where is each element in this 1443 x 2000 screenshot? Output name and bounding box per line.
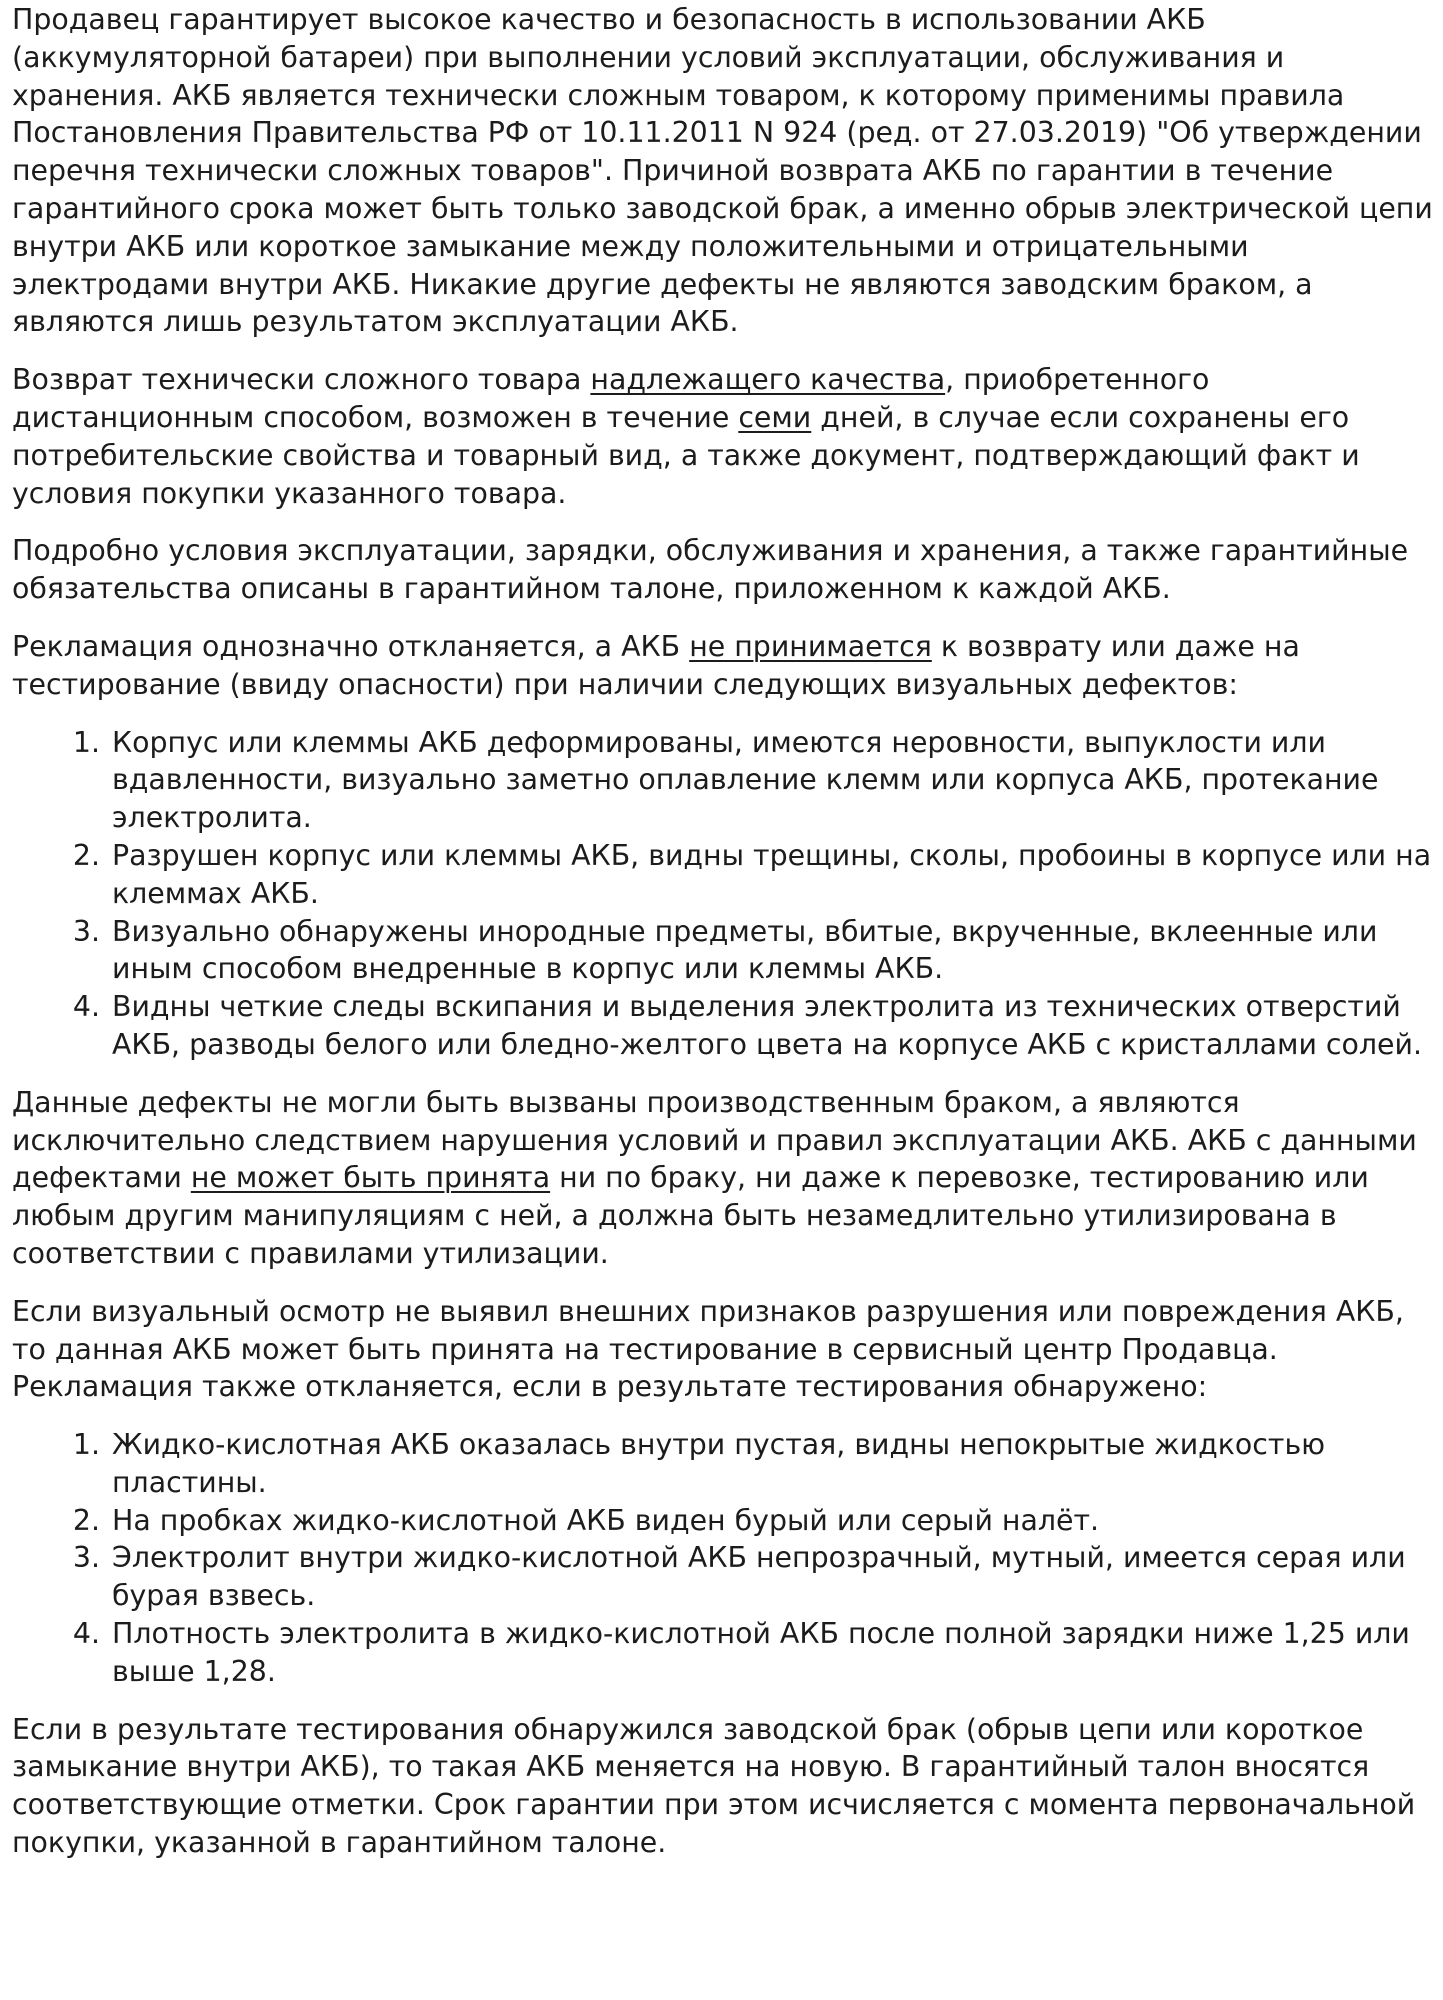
list-item: 2. На пробках жидко-кислотной АКБ виден бурый или серый налёт. (109, 1502, 1437, 1540)
seven-underlined: семи (738, 400, 812, 434)
return-text-a: Возврат технически сложного товара (12, 363, 591, 397)
list-item: 3. Электролит внутри жидко-кислотной АКБ непрозрачный, мутный, имеется серая или бурая взвесь. (109, 1539, 1437, 1615)
list-item: 2. Разрушен корпус или клеммы АКБ, видны трещины, сколы, пробоины в корпусе или на клеммах АКБ. (109, 837, 1437, 913)
return-text-b: , приобретенного дистанционным способом, возможен в течение (12, 363, 1210, 434)
not-accepted-underlined: не принимается (689, 629, 932, 663)
rejection-text-b: к возврату или даже на тестирование (ввиду опасности) при наличии следующих визуальных дефектов: (12, 629, 1300, 701)
warranty-document (12, 1, 1437, 1882)
list-item: 4. Видны четкие следы вскипания и выделения электролита из технических отверстий АКБ, разводы белого или бледно-желтого цвета на корпусе АКБ с кристаллами солей. (109, 988, 1437, 1064)
list-item: 4. Плотность электролита в жидко-кислотной АКБ после полной зарядки ниже 1,25 или выше 1,28. (109, 1615, 1437, 1691)
list-item: 1. Корпус или клеммы АКБ деформированы, имеются неровности, выпуклости или вдавленности, визуально заметно оплавление клемм или корпуса АКБ, протекание электролита. (109, 724, 1437, 837)
defects-consequence-paragraph (12, 1084, 1437, 1273)
consequence-text-a: Данные дефекты не могли быть вызваны производственным браком, а являются исключительно следствием нарушения условий и правил эксплуатации АКБ. АКБ с данными дефектами (12, 1085, 1417, 1195)
return-paragraph (12, 361, 1437, 512)
proper-quality-underlined: надлежащего качества (590, 363, 946, 397)
rejection-text-a: Рекламация однозначно откланяется, а АКБ (12, 629, 690, 663)
return-text-c: дней, в случае если сохранены его потребительские свойства и товарный вид, а также документ, подтверждающий факт и условия покупки указанного товара. (12, 400, 1360, 510)
conditions-paragraph: Подробно условия эксплуатации, зарядки, обслуживания и хранения, а также гарантийные обязательства описаны в гарантийном талоне, приложенном к каждой АКБ. (12, 534, 1409, 606)
testing-defects-list (12, 1426, 1437, 1691)
consequence-text-b: ни по браку, ни даже к перевозке, тестированию или любым другим манипуляциям с ней, а должна быть незамедлительно утилизирована в соответствии с правилами утилизации. (12, 1161, 1369, 1270)
rejection-paragraph (12, 628, 1437, 704)
cannot-be-accepted-underlined: не может быть принята (190, 1161, 551, 1195)
visual-defects-list (12, 724, 1437, 1064)
intro-paragraph: Продавец гарантирует высокое качество и безопасность в использовании АКБ (аккумуляторной батареи) при выполнении условий эксплуатации, обслуживания и хранения. АКБ является технически сложным товаром, к которому применимы правила Постановления Правительства РФ от 10.11.2011 N 924 (ред. от 27.03.2019) "Об утверждении перечня технически сложных товаров". Причиной возврата АКБ по гарантии в течение гарантийного срока может быть только заводской брак, а именно обрыв электрической цепи внутри АКБ или короткое замыкание между положительными и отрицательными электродами внутри АКБ. Никакие другие дефекты не являются заводским браком, а являются лишь результатом эксплуатации АКБ. (12, 3, 1433, 339)
list-item: 3. Визуально обнаружены инородные предметы, вбитые, вкрученные, вклеенные или иным способом внедренные в корпус или клеммы АКБ. (109, 913, 1437, 989)
testing-paragraph: Если визуальный осмотр не выявил внешних признаков разрушения или повреждения АКБ, то данная АКБ может быть принята на тестирование в сервисный центр Продавца. Рекламация также откланяется, если в результате тестирования обнаружено: (12, 1294, 1404, 1404)
list-item: 1. Жидко-кислотная АКБ оказалась внутри пустая, видны непокрытые жидкостью пластины. (109, 1426, 1437, 1502)
replacement-paragraph: Если в результате тестирования обнаружился заводской брак (обрыв цепи или короткое замыкание внутри АКБ), то такая АКБ меняется на новую. В гарантийный талон вносятся соответствующие отметки. Срок гарантии при этом исчисляется с момента первоначальной покупки, указанной в гарантийном талоне. (12, 1712, 1416, 1860)
